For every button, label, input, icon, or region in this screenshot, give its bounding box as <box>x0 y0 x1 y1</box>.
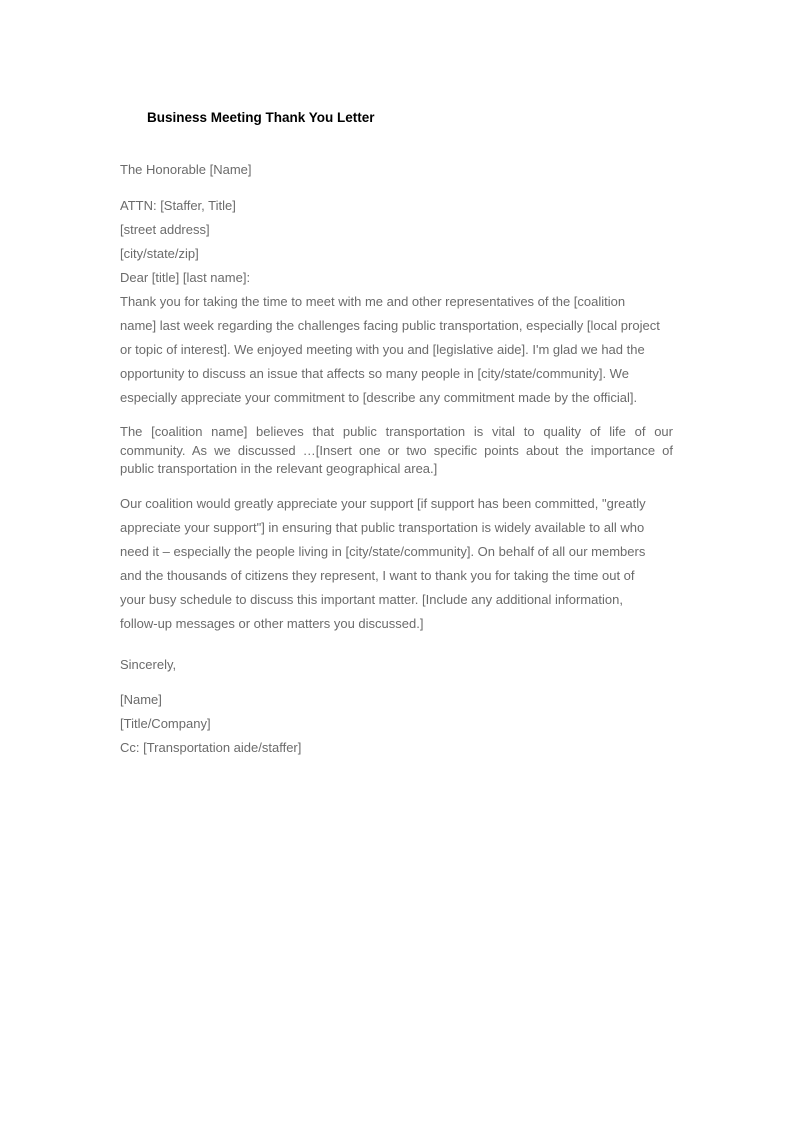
recipient-name: The Honorable [Name] <box>120 162 252 177</box>
recipient-line <box>120 158 680 182</box>
paragraph-3-line: your busy schedule to discuss this important matter. [Include any additional information, <box>120 592 623 607</box>
paragraph-3-line: Our coalition would greatly appreciate your support [if support has been committed, "greatly <box>120 496 646 511</box>
signature-name: [Name] <box>120 692 162 707</box>
closing-block <box>120 653 680 677</box>
paragraph-2-line: community. As we discussed …[Insert one or two specific points about the importance of <box>120 442 673 458</box>
address-line-street: [street address] <box>120 222 210 237</box>
paragraph-1-line: or topic of interest]. We enjoyed meeting with you and [legislative aide]. I'm glad we had the <box>120 342 645 357</box>
paragraph-1-line: especially appreciate your commitment to [describe any commitment made by the official]. <box>120 390 638 405</box>
signature-cc: Cc: [Transportation aide/staffer] <box>120 740 302 755</box>
paragraph-3-line: and the thousands of citizens they represent, I want to thank you for taking the time out of <box>120 568 635 583</box>
document-title: Business Meeting Thank You Letter <box>147 110 375 125</box>
paragraph-3-line: follow-up messages or other matters you discussed.] <box>120 616 424 631</box>
paragraph-1 <box>120 290 680 410</box>
salutation: Dear [title] [last name]: <box>120 270 251 285</box>
paragraph-1-line: Thank you for taking the time to meet with me and other representatives of the [coalition <box>120 294 626 309</box>
paragraph-3 <box>120 492 680 636</box>
paragraph-2-line: public transportation in the relevant geographical area.] <box>120 461 438 476</box>
paragraph-1-line: opportunity to discuss an issue that affects so many people in [city/state/community]. We <box>120 366 629 381</box>
paragraph-1-line: name] last week regarding the challenges facing public transportation, especially [local project <box>120 318 660 333</box>
paragraph-3-line: appreciate your support"] in ensuring that public transportation is widely available to all who <box>120 520 645 535</box>
address-line-city: [city/state/zip] <box>120 246 199 261</box>
address-line-attn: ATTN: [Staffer, Title] <box>120 198 236 213</box>
paragraph-3-line: need it – especially the people living in [city/state/community]. On behalf of all our members <box>120 544 646 559</box>
closing: Sincerely, <box>120 657 177 672</box>
paragraph-2 <box>120 423 673 479</box>
signature-title: [Title/Company] <box>120 716 211 731</box>
signature-block <box>120 688 680 760</box>
paragraph-2-line: The [coalition name] believes that public transportation is vital to quality of life of our <box>120 424 673 439</box>
address-block <box>120 194 680 290</box>
